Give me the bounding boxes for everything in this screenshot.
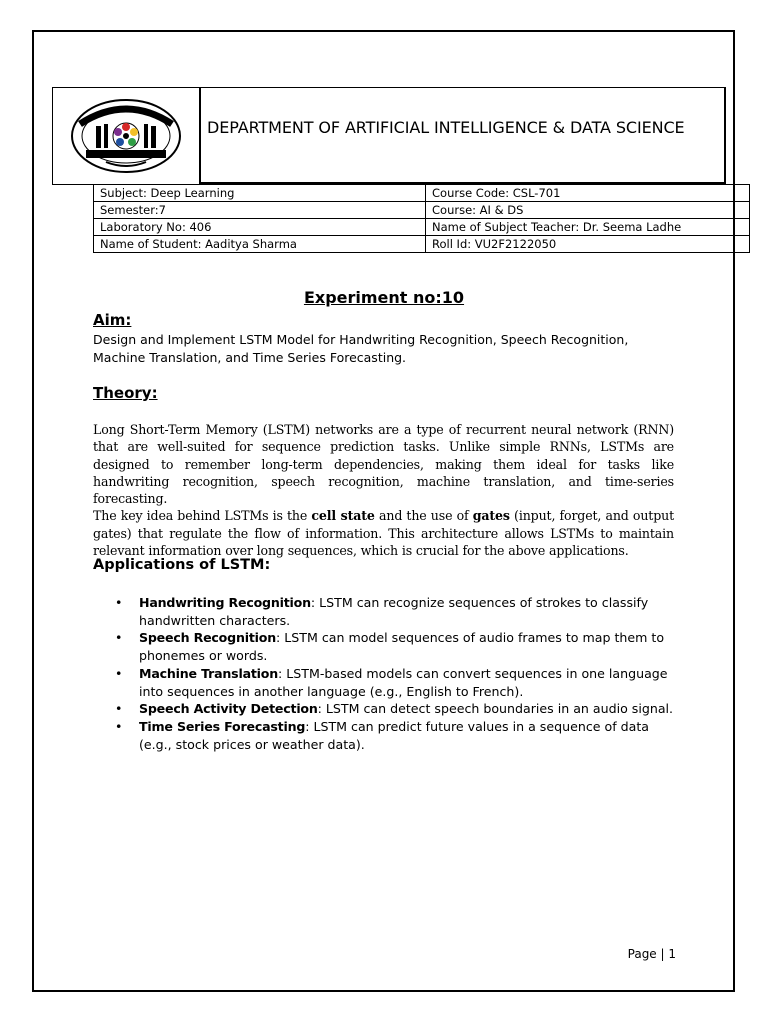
- theory-text-segment: (input, forget, and output gates) that regulate the flow of information. This architecture allows LSTMs to maintain relevant information over long sequences, which is crucial for the above applications.: [93, 508, 675, 559]
- experiment-title: Experiment no:10: [303, 288, 465, 307]
- list-item: [93, 629, 683, 664]
- bullet-icon: •: [115, 701, 123, 717]
- table-row: [94, 202, 750, 219]
- table-row: [94, 236, 750, 253]
- application-desc: : LSTM can recognize sequences of strokes to classify handwritten characters.: [139, 595, 649, 628]
- theory-paragraph-1: Long Short-Term Memory (LSTM) networks are a type of recurrent neural network (RNN) that are well-suited for sequence prediction tasks. Unlike simple RNNs, LSTMs are designed to remember long-term dependencies, making them ideal for tasks like handwriting recognition, speech recognition, machine translation, and time-series forecasting.: [93, 422, 674, 507]
- list-item: [93, 665, 683, 700]
- bullet-icon: •: [115, 718, 123, 734]
- application-term: Machine Translation: [139, 665, 279, 681]
- list-item: [93, 594, 683, 629]
- table-cell: Roll Id: VU2F2122050: [426, 236, 750, 253]
- table-cell: Subject: Deep Learning: [94, 185, 426, 202]
- application-term: Time Series Forecasting: [139, 718, 306, 734]
- theory-heading: Theory:: [93, 384, 158, 402]
- bullet-icon: •: [115, 665, 123, 681]
- aim-text: Design and Implement LSTM Model for Handwriting Recognition, Speech Recognition, Machine Translation, and Time Series Forecasting.: [93, 332, 629, 365]
- page-number: Page | 1: [627, 947, 676, 961]
- table-row: [94, 219, 750, 236]
- theory-body: [93, 421, 674, 559]
- college-logo: [52, 87, 200, 185]
- table-row: [94, 185, 750, 202]
- theory-text-segment: and the use of: [374, 508, 473, 524]
- cell-state-term: cell state: [311, 508, 375, 524]
- table-cell: Course Code: CSL-701: [426, 185, 750, 202]
- application-desc: : LSTM can model sequences of audio frames to map them to phonemes or words.: [139, 630, 665, 664]
- gates-term: gates: [472, 508, 510, 524]
- applications-list: [93, 594, 683, 753]
- table-cell: Course: AI & DS: [426, 202, 750, 219]
- application-term: Handwriting Recognition: [139, 595, 311, 610]
- list-item: [93, 718, 683, 753]
- table-cell: Semester:7: [94, 202, 426, 219]
- table-cell: Name of Student: Aaditya Sharma: [94, 236, 426, 253]
- theory-paragraph-2: [93, 507, 674, 559]
- bullet-icon: •: [115, 595, 123, 610]
- applications-heading: Applications of LSTM:: [93, 557, 271, 573]
- course-info-table: [93, 184, 750, 253]
- theory-text-segment: The key idea behind LSTMs is the: [93, 508, 312, 524]
- bullet-icon: •: [115, 630, 123, 646]
- application-desc: : LSTM can detect speech boundaries in an audio signal.: [317, 701, 674, 717]
- list-item: [93, 700, 683, 718]
- table-cell: Name of Subject Teacher: Dr. Seema Ladhe: [426, 219, 750, 236]
- department-title: DEPARTMENT OF ARTIFICIAL INTELLIGENCE & DATA SCIENCE: [207, 118, 685, 137]
- aim-heading: Aim:: [93, 311, 132, 329]
- table-cell: Laboratory No: 406: [94, 219, 426, 236]
- college-seal-icon: [66, 98, 186, 174]
- application-desc: : LSTM-based models can convert sequences in one language into sequences in another language (e.g., English to French).: [139, 665, 668, 699]
- application-desc: : LSTM can predict future values in a sequence of data (e.g., stock prices or weather data).: [139, 718, 650, 752]
- application-term: Speech Activity Detection: [139, 701, 318, 717]
- application-term: Speech Recognition: [139, 630, 276, 646]
